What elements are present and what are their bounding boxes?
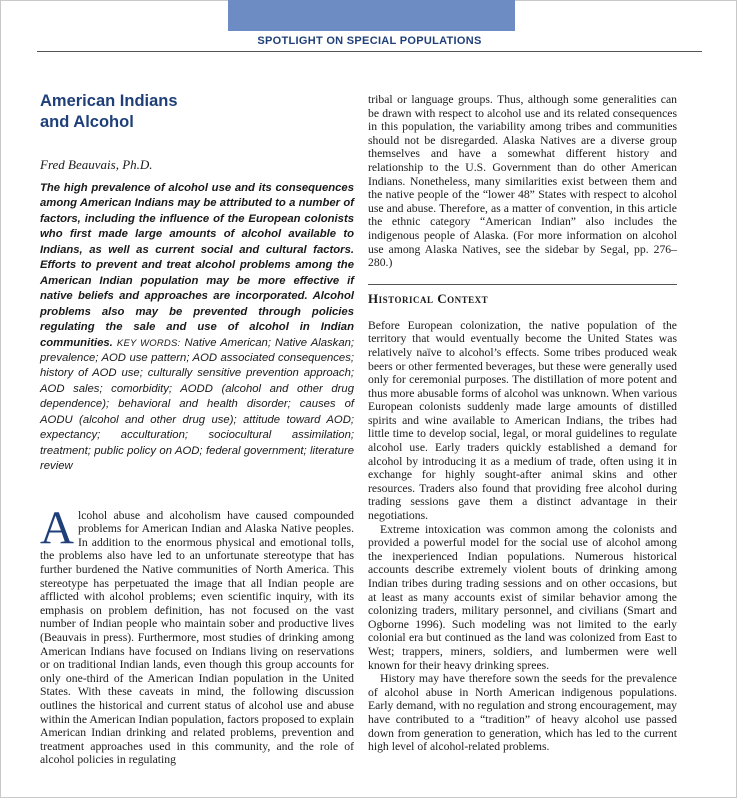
section-body — [368, 319, 677, 754]
article-title — [40, 91, 354, 133]
key-words-list: Native American; Native Alaskan; prevalence; AOD use pattern; AOD associated consequences; history of AOD use; culturally sensitive prevention approach; AOD sales; comorbidity; AODD (alcohol and other drug dependence); behavioral and health disorder; causes of AODU (alcohol and other drug use); attitude toward AOD; expectancy; acculturation; sociocultural assimilation; treatment; public policy on AOD; federal government; literature review — [40, 336, 355, 473]
header-rule — [37, 51, 702, 52]
key-words-label: KEY WORDS: — [116, 337, 181, 349]
left-column — [40, 91, 354, 767]
section-paragraph-1: Before European colonization, the native population of the territory that would eventually become the United States was relatively naïve to alcohol’s effects. Some tribes produced weak beers or other fermented beverages, but these were generally used only for ceremonial purposes. The distillation of more potent and thus more abusable forms of alcohol was unknown. When various European colonists suddenly made large amounts of distilled spirits and wine available to American Indians, the tribes had little time to develop social, legal, or moral guidelines to regulate alcohol use. Early traders quickly established a demand for alcohol by introducing it as a medium of trade, often using it in exchange for highly sought-after animal skins and other resources. Traders also found that providing free alcohol during trading sessions gave them a distinct advantage in their negotiations. — [368, 318, 677, 523]
author-byline: Fred Beauvais, Ph.D. — [40, 157, 153, 172]
intro-paragraph — [40, 501, 354, 767]
section-heading: Historical Context — [368, 284, 677, 307]
right-column — [368, 93, 677, 754]
continuation-paragraph: tribal or language groups. Thus, although some generalities can be drawn with respect to alcohol use and its related consequences in this population, the variability among tribes and communities should not be disregarded. Alaska Natives are a diverse group themselves and have a somewhat different history and relationship to the U.S. Government than do other American Indians. Nonetheless, many similarities exist between them and the native people of the “lower 48” States with respect to alcohol use and abuse. Therefore, as a matter of convention, in this article the ethnic category “American Indian” also includes the indigenous people of Alaska. (For more information on alcohol use among Alaska Natives, see the sidebar by Segal, pp. 276–280.) — [368, 93, 677, 270]
section-paragraph-2: Extreme intoxication was common among the colonists and provided a powerful model for the social use of alcohol among the inexperienced Indian populations. Numerous historical accounts describe extremely violent bouts of drinking among Indian tribes during trading sessions and on other occasions, but at least as many accounts exist of similar behavior among the colonizing traders, military personnel, and civilians (Smart and Ogborne 1996). Such modeling was not limited to the early colonial era but continued as the land was colonized from East to West; trappers, miners, soldiers, and lumbermen were well known for their heavy drinking sprees. — [368, 522, 677, 672]
intro-text: lcohol abuse and alcoholism have caused compounded problems for American Indian and Alaska Native peoples. In addition to the enormous physical and emotional tolls, the problems also have led to an unfortunate stereotype that has further burdened the Native communities of North America. This stereotype has perpetuated the image that all Indian people are afflicted with alcohol problems; even scientific inquiry, with its emphasis on problem definition, has not focused on the vast number of Indian people who maintain sober and productive lives (Beauvais in press). Furthermore, most studies of drinking among American Indians have focused on Indians living on reservations or on traditional Indian lands, even though this group accounts for only one-third of the American Indian population in the United States. With these caveats in mind, the following discussion outlines the historical and current status of alcohol use and abuse within the American Indian population, factors proposed to explain American Indian drinking and related problems, prevention and treatment approaches used in this community, and the role of alcohol policies in regulating — [40, 508, 354, 767]
abstract — [40, 181, 354, 475]
section-label: SPOTLIGHT ON SPECIAL POPULATIONS — [257, 35, 482, 47]
header-accent-bar — [228, 0, 515, 31]
title-line-1: American Indians — [40, 92, 178, 110]
title-line-2: and Alcohol — [40, 113, 134, 131]
drop-cap: A — [40, 501, 74, 554]
section-paragraph-3: History may have therefore sown the seeds for the prevalence of alcohol abuse in North American indigenous populations. Early demand, with no regulation and strong encouragement, may have contributed to a “tradition” of heavy alcohol use passed down from generation to generation, which has led to the current high level of alcohol-related problems. — [368, 672, 677, 754]
abstract-text: The high prevalence of alcohol use and its consequences among American Indians may be attributed to a number of factors, including the influence of the European colonists who first made large amounts of alcohol available to Indians, as well as current social and cultural factors. Efforts to prevent and treat alcohol problems among the American Indian population may be more effective if native beliefs and approaches are incorporated. Alcohol problems also may be prevented through policies regulating the sale and use of alcohol in Indian communities. — [40, 182, 354, 349]
